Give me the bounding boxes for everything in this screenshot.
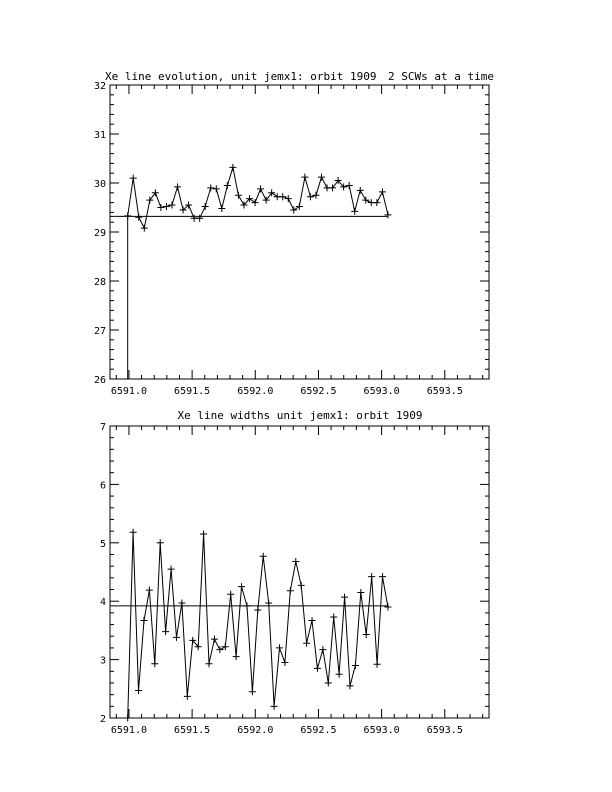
- data-point-marker: [130, 529, 137, 536]
- data-point-marker: [146, 587, 153, 594]
- y-tick-label: 30: [93, 179, 106, 190]
- data-point-marker: [224, 182, 231, 189]
- data-point-marker: [379, 188, 386, 195]
- data-point-marker: [357, 187, 364, 194]
- data-point-marker: [312, 192, 319, 199]
- data-point-marker: [140, 617, 147, 624]
- data-point-marker: [368, 573, 375, 580]
- y-tick-label: 32: [93, 81, 106, 92]
- data-point-marker: [271, 703, 278, 710]
- data-point-marker: [309, 617, 316, 624]
- y-tick-label: 3: [99, 655, 106, 667]
- x-tick-label: 6591.0: [110, 725, 148, 736]
- y-tick-label: 6: [99, 480, 106, 492]
- data-point-marker: [268, 189, 275, 196]
- y-tick-label: 2: [99, 714, 106, 725]
- chart-title: Xe line widths unit jemx1: orbit 1909: [177, 409, 423, 422]
- data-point-marker: [374, 661, 381, 668]
- data-point-marker: [318, 174, 325, 181]
- x-tick-label: 6593.0: [363, 725, 400, 736]
- data-point-marker: [184, 693, 191, 700]
- y-tick-label: 26: [93, 375, 106, 386]
- data-point-marker: [287, 587, 294, 594]
- chart-subtitle: 2 SCWs at a time: [388, 70, 494, 83]
- data-point-marker: [276, 644, 283, 651]
- data-point-marker: [303, 640, 310, 647]
- x-tick-label: 6593.0: [363, 386, 400, 397]
- series-line: [128, 167, 388, 228]
- data-point-marker: [357, 589, 364, 596]
- data-point-marker: [260, 553, 267, 560]
- data-point-marker: [292, 558, 299, 565]
- data-point-marker: [233, 653, 240, 660]
- data-point-marker: [281, 659, 288, 666]
- plot-frame: [110, 85, 489, 379]
- plot-frame: [110, 426, 489, 718]
- data-point-marker: [352, 662, 359, 669]
- y-tick-label: 28: [93, 277, 106, 288]
- data-point-marker: [254, 606, 261, 613]
- data-point-marker: [206, 660, 213, 667]
- data-point-marker: [298, 582, 305, 589]
- data-point-marker: [141, 225, 148, 232]
- data-point-marker: [296, 203, 303, 210]
- data-point-marker: [307, 193, 314, 200]
- data-point-marker: [211, 636, 218, 643]
- x-tick-label: 6591.0: [110, 386, 148, 397]
- x-tick-label: 6592.5: [300, 386, 337, 397]
- x-tick-label: 6593.5: [426, 725, 463, 736]
- data-point-marker: [157, 539, 164, 546]
- data-point-marker: [130, 175, 137, 182]
- data-point-marker: [257, 185, 264, 192]
- y-tick-label: 4: [99, 597, 106, 609]
- y-tick-label: 29: [93, 228, 106, 239]
- data-point-marker: [202, 203, 209, 210]
- y-tick-label: 7: [99, 422, 106, 433]
- data-point-marker: [290, 206, 297, 213]
- data-point-marker: [341, 594, 348, 601]
- data-point-marker: [218, 205, 225, 212]
- data-point-marker: [249, 688, 256, 695]
- xe-line-widths-chart: [100, 409, 489, 736]
- data-point-marker: [227, 591, 234, 598]
- data-point-marker: [346, 182, 353, 189]
- data-point-marker: [363, 631, 370, 638]
- data-point-marker: [252, 199, 259, 206]
- data-point-marker: [384, 604, 391, 611]
- x-tick-label: 6592.0: [237, 386, 274, 397]
- data-point-marker: [163, 203, 170, 210]
- data-point-marker: [384, 211, 391, 218]
- data-point-marker: [168, 202, 175, 209]
- data-point-marker: [238, 583, 245, 590]
- data-point-marker: [319, 646, 326, 653]
- data-point-marker: [336, 671, 343, 678]
- data-point-marker: [174, 183, 181, 190]
- data-point-marker: [200, 531, 207, 538]
- data-point-marker: [330, 613, 337, 620]
- data-point-marker: [162, 628, 169, 635]
- chart-title: Xe line evolution, unit jemx1: orbit 1909: [105, 70, 377, 83]
- data-point-marker: [373, 199, 380, 206]
- y-tick-label: 5: [99, 538, 106, 550]
- series-line: [128, 532, 388, 718]
- data-point-marker: [235, 192, 242, 199]
- data-point-marker: [168, 566, 175, 573]
- data-point-marker: [351, 208, 358, 215]
- data-point-marker: [157, 204, 164, 211]
- y-tick-label: 27: [93, 326, 106, 337]
- data-point-marker: [207, 184, 214, 191]
- data-point-marker: [229, 164, 236, 171]
- x-tick-label: 6592.0: [237, 725, 274, 736]
- x-tick-label: 6592.5: [300, 725, 337, 736]
- x-tick-label: 6593.5: [426, 386, 463, 397]
- data-point-marker: [301, 174, 308, 181]
- x-tick-label: 6591.5: [174, 725, 211, 736]
- xe-line-evolution-chart: [94, 70, 494, 397]
- data-point-marker: [314, 665, 321, 672]
- data-point-marker: [135, 687, 142, 694]
- data-point-marker: [346, 682, 353, 689]
- data-point-marker: [213, 185, 220, 192]
- data-point-marker: [325, 679, 332, 686]
- data-point-marker: [379, 573, 386, 580]
- y-tick-label: 31: [93, 130, 106, 141]
- x-tick-label: 6591.5: [174, 386, 211, 397]
- data-point-marker: [151, 660, 158, 667]
- data-point-marker: [135, 214, 142, 221]
- data-point-marker: [173, 634, 180, 641]
- data-point-marker: [124, 715, 131, 722]
